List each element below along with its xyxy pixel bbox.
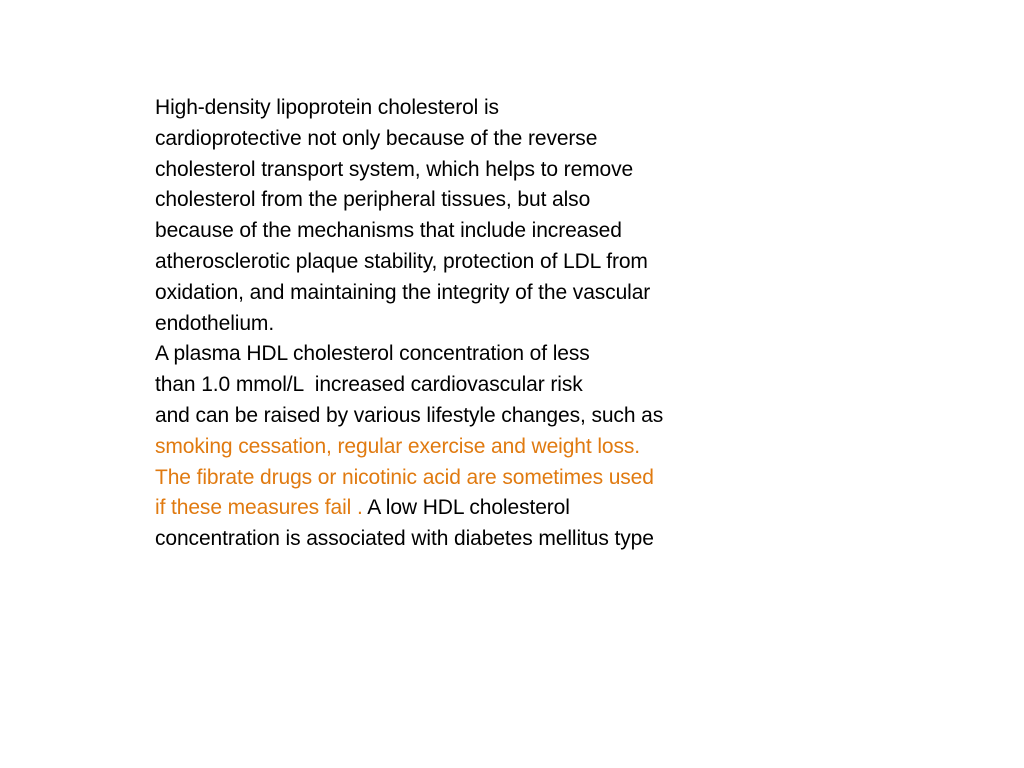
text-line xyxy=(155,524,775,555)
text-line xyxy=(155,216,775,247)
text-segment: oxidation, and maintaining the integrity of the vascular xyxy=(155,280,651,304)
text-segment: atherosclerotic plaque stability, protection of LDL from xyxy=(155,249,648,273)
text-segment: endothelium. xyxy=(155,311,275,335)
text-line xyxy=(155,247,775,278)
highlighted-text-segment: The fibrate drugs or nicotinic acid are sometimes used xyxy=(155,465,654,489)
highlighted-text-segment: if these measures fail . xyxy=(155,496,368,520)
text-segment: concentration is associated with diabetes mellitus type xyxy=(155,527,654,551)
text-line-highlighted xyxy=(155,432,775,463)
text-segment: because of the mechanisms that include increased xyxy=(155,219,622,243)
text-segment: cholesterol transport system, which helps to remove xyxy=(155,157,634,181)
text-line xyxy=(155,370,775,401)
text-segment: than 1.0 mmol/L increased cardiovascular risk xyxy=(155,373,583,397)
text-segment: High-density lipoprotein cholesterol is xyxy=(155,96,499,119)
body-text xyxy=(155,93,775,555)
text-line-highlighted xyxy=(155,463,775,494)
highlighted-text-segment: smoking cessation, regular exercise and weight loss. xyxy=(155,434,641,458)
text-line xyxy=(155,185,775,216)
text-segment: A plasma HDL cholesterol concentration of less xyxy=(155,342,590,366)
text-segment: and can be raised by various lifestyle changes, such as xyxy=(155,403,664,427)
text-segment: A low HDL cholesterol xyxy=(367,496,570,520)
text-segment: cardioprotective not only because of the reverse xyxy=(155,126,598,150)
text-line-mixed xyxy=(155,493,775,524)
text-line xyxy=(155,309,775,340)
text-line xyxy=(155,278,775,309)
text-line xyxy=(155,155,775,186)
text-line xyxy=(155,401,775,432)
text-line xyxy=(155,124,775,155)
text-line xyxy=(155,93,775,124)
text-line xyxy=(155,339,775,370)
text-segment: cholesterol from the peripheral tissues, but also xyxy=(155,188,591,212)
